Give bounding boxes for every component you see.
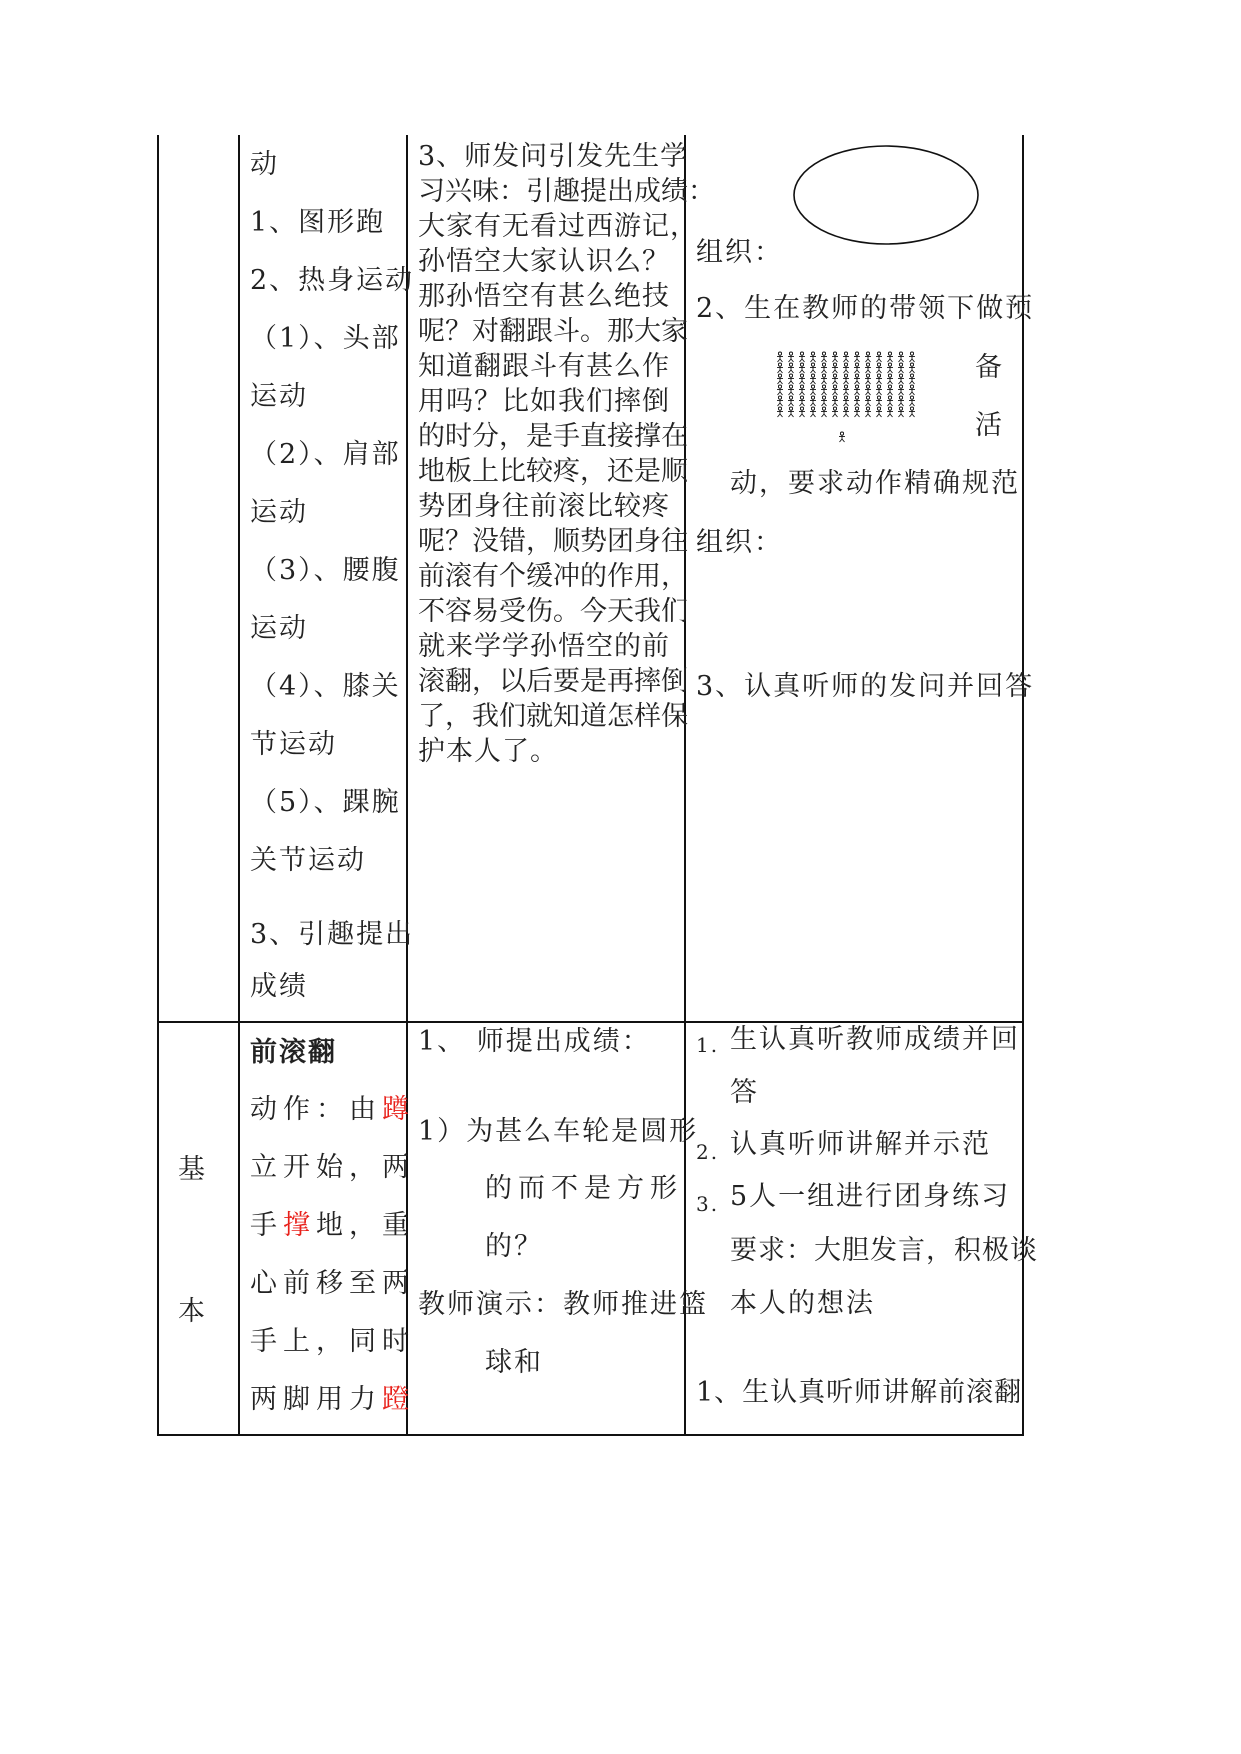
stick-figure (788, 352, 794, 362)
highlight-text: 撑 (283, 1210, 316, 1241)
stick-figure (887, 363, 893, 373)
content-line (250, 1211, 415, 1241)
teacher-line: 不容易受伤。今天我们 (418, 596, 688, 627)
stick-figure (832, 363, 838, 373)
stick-figure (909, 363, 915, 373)
table-divider-1 (238, 135, 240, 1436)
teacher-line: 3、师发问引发先生学 (418, 141, 689, 172)
stick-figure (788, 374, 794, 384)
stick-figure (854, 352, 860, 362)
organization-label: 组织： (696, 527, 783, 558)
teacher-line: 习兴味：引趣提出成绩： (418, 176, 715, 207)
stick-figure (876, 385, 882, 395)
list-number: 3. (696, 1192, 720, 1216)
stick-figure (876, 396, 882, 406)
content-text: 地，重 (316, 1210, 415, 1241)
content-line: 立开始，两 (250, 1152, 415, 1183)
stick-figure (909, 385, 915, 395)
stick-figure (777, 385, 783, 395)
content-line: （3）、腰腹 (250, 555, 401, 586)
content-line: 手上，同时 (250, 1326, 415, 1357)
content-line: 运动 (250, 381, 308, 412)
student-item-2-cont: 活 (975, 410, 1004, 441)
stick-figure (865, 407, 871, 417)
student-line: 5人一组进行团身练习 (730, 1181, 1011, 1212)
teacher-line: 护本人了。 (418, 736, 558, 767)
stick-figure (788, 363, 794, 373)
content-line: 运动 (250, 497, 308, 528)
content-line: （2）、肩部 (250, 439, 401, 470)
teacher-line: 势团身往前滚比较疼 (418, 491, 670, 522)
stick-figure (865, 396, 871, 406)
stick-figure (810, 396, 816, 406)
stick-figure (788, 385, 794, 395)
stick-figure (832, 374, 838, 384)
stick-figure (821, 352, 827, 362)
stick-figure (898, 385, 904, 395)
stick-figure (832, 396, 838, 406)
stick-figure (898, 352, 904, 362)
student-line: 答 (730, 1077, 759, 1108)
content-text: 两脚用力 (250, 1384, 382, 1415)
content-line: 心前移至两 (250, 1268, 415, 1299)
content-line: 节运动 (250, 729, 337, 760)
student-line: 要求：大胆发言，积极谈 (730, 1235, 1038, 1266)
stick-figure (909, 374, 915, 384)
stick-figure (777, 374, 783, 384)
table-row-divider (157, 1021, 1024, 1023)
stick-figure (843, 374, 849, 384)
content-line: 3、引趣提出 (250, 919, 415, 950)
teacher-line: 教师演示：教师推进篮 (418, 1289, 708, 1320)
stick-figure (887, 407, 893, 417)
stick-figure (898, 407, 904, 417)
teacher-line: 孙悟空大家认识么？ (418, 246, 670, 277)
student-item-3: 3、认真听师的发问并回答 (696, 671, 1035, 702)
stick-figure (832, 407, 838, 417)
student-line: 认真听师讲解并示范 (730, 1129, 991, 1160)
content-text: 手 (250, 1210, 283, 1241)
stick-figure (821, 363, 827, 373)
stick-figure (777, 352, 783, 362)
student-item-2: 2、生在教师的带领下做预 (696, 293, 1035, 324)
stick-figure (909, 396, 915, 406)
stick-figure (799, 363, 805, 373)
stick-figure (865, 374, 871, 384)
stick-figure (843, 352, 849, 362)
content-line: 1、图形跑 (250, 207, 386, 238)
teacher-line: 用吗？比如我们摔倒 (418, 386, 670, 417)
stick-figure (799, 385, 805, 395)
stick-figure (799, 396, 805, 406)
content-line: 2、热身运动 (250, 265, 415, 296)
stick-figure (876, 374, 882, 384)
student-item-2-cont: 备 (975, 352, 1004, 383)
stick-figure (843, 385, 849, 395)
stick-figure (810, 363, 816, 373)
teacher-line: 地板上比较疼，还是顺 (418, 456, 688, 487)
stick-figure (854, 396, 860, 406)
stick-figure (887, 374, 893, 384)
stick-figure (799, 407, 805, 417)
stick-figure (909, 407, 915, 417)
highlight-text: 蹲 (382, 1094, 415, 1125)
content-text: 动作：由 (250, 1094, 382, 1125)
teacher-line: 呢？没错，顺势团身往 (418, 526, 688, 557)
stick-figure (854, 363, 860, 373)
list-number: 2. (696, 1140, 720, 1164)
teacher-line: 那孙悟空有甚么绝技 (418, 281, 670, 312)
stick-figure (810, 352, 816, 362)
stick-figure (839, 432, 845, 442)
content-line: （1）、头部 (250, 323, 401, 354)
highlight-text: 蹬 (382, 1384, 415, 1415)
organization-label: 组织： (696, 237, 783, 268)
stick-figure (799, 352, 805, 362)
stick-figure (843, 407, 849, 417)
student-line: 1、生认真听师讲解前滚翻 (696, 1377, 1023, 1408)
stick-figure (865, 385, 871, 395)
student-line: 生认真听教师成绩并回 (730, 1024, 1020, 1055)
section-label-char: 本 (178, 1296, 207, 1327)
teacher-line: 的而不是方形 (485, 1173, 683, 1204)
list-number: 1. (696, 1033, 720, 1057)
content-line: 关节运动 (250, 845, 366, 876)
stick-figure (898, 363, 904, 373)
teacher-line: 前滚有个缓冲的作用， (418, 561, 688, 592)
content-line: 动 (250, 149, 279, 180)
stick-figure (843, 396, 849, 406)
section-label-char: 基 (178, 1154, 207, 1185)
student-line: 本人的想法 (730, 1288, 875, 1319)
stick-figure (821, 374, 827, 384)
stick-figure (854, 385, 860, 395)
stick-figure (843, 363, 849, 373)
teacher-line: 的？ (485, 1231, 543, 1262)
stick-figure (876, 363, 882, 373)
stick-figure (821, 396, 827, 406)
content-line: 运动 (250, 613, 308, 644)
stick-figure (876, 407, 882, 417)
stick-figure (898, 374, 904, 384)
teacher-line: 知道翻跟斗有甚么作 (418, 351, 670, 382)
table-border-left (157, 135, 159, 1436)
teacher-line: 大家有无看过西游记， (418, 211, 698, 242)
oval-formation-diagram (790, 143, 982, 247)
content-line: （5）、踝腕 (250, 787, 401, 818)
teacher-line: 呢？对翻跟斗。那大家 (418, 316, 688, 347)
stick-figure (821, 385, 827, 395)
stick-figure (854, 374, 860, 384)
content-line (250, 1385, 415, 1415)
stick-figure (777, 396, 783, 406)
stick-figure (810, 407, 816, 417)
student-item-2-cont: 动，要求动作精确规范 (730, 468, 1020, 499)
teacher-line: 的时分，是手直接撑在 (418, 421, 688, 452)
stick-figure (777, 363, 783, 373)
stick-figure (898, 396, 904, 406)
stick-figure (777, 407, 783, 417)
stick-figure (887, 396, 893, 406)
stick-figure (832, 352, 838, 362)
teacher-line: 球和 (485, 1347, 543, 1378)
teacher-line: 了，我们就知道怎样保 (418, 701, 688, 732)
stick-figure (821, 407, 827, 417)
stick-figure (788, 396, 794, 406)
stick-figure (788, 407, 794, 417)
content-line (250, 1095, 415, 1125)
stick-figure (854, 407, 860, 417)
section-title: 前滚翻 (250, 1037, 337, 1068)
stick-figure (876, 352, 882, 362)
student-formation-figures (774, 350, 924, 450)
stick-figure (887, 385, 893, 395)
content-line: （4）、膝关 (250, 671, 401, 702)
content-line: 成绩 (250, 971, 308, 1002)
stick-figure (865, 352, 871, 362)
stick-figure (887, 352, 893, 362)
teacher-line: 1、 师提出成绩： (418, 1026, 651, 1057)
stick-figure (909, 352, 915, 362)
teacher-line: 就来学学孙悟空的前 (418, 631, 670, 662)
stick-figure (799, 374, 805, 384)
stick-figure (832, 385, 838, 395)
stick-figure (810, 385, 816, 395)
teacher-line: 滚翻，以后要是再摔倒 (418, 666, 688, 697)
teacher-line: 1）为甚么车轮是圆形 (418, 1116, 699, 1147)
stick-figure (810, 374, 816, 384)
table-border-bottom (157, 1434, 1024, 1436)
stick-figure (865, 363, 871, 373)
